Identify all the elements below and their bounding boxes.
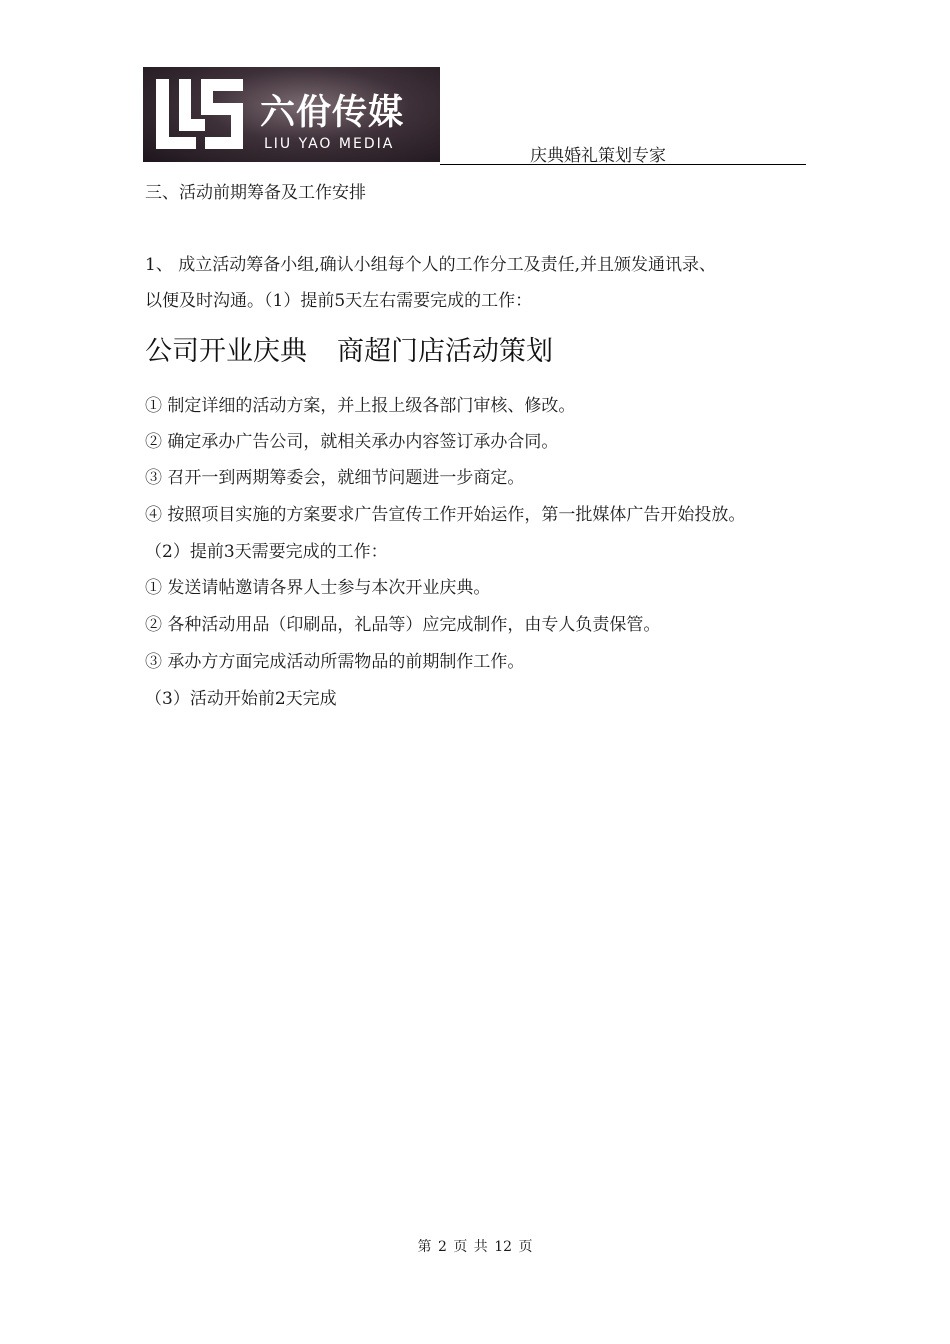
footer-total-pages: 12 [494, 1239, 513, 1255]
list-item: ① 发送请帖邀请各界人士参与本次开业庆典。 [145, 578, 491, 598]
footer-current-page: 2 [437, 1239, 447, 1255]
page-number-footer [0, 1237, 950, 1257]
list-item: ② 各种活动用品（印刷品，礼品等）应完成制作，由专人负责保管。 [145, 615, 661, 635]
footer-suffix: 页 [518, 1239, 533, 1255]
company-logo [143, 67, 440, 162]
title-part-1: 公司开业庆典 [145, 336, 307, 367]
logo-chinese-text: 六佾传媒 [260, 93, 405, 133]
subsection-heading: （3）活动开始前2天完成 [145, 689, 337, 709]
page-title [145, 334, 553, 370]
list-item: ① 制定详细的活动方案，并上报上级各部门审核、修改。 [145, 396, 576, 416]
list-item: ④ 按照项目实施的方案要求广告宣传工作开始运作，第一批媒体广告开始投放。 [145, 505, 746, 525]
header-divider [440, 164, 806, 165]
footer-page-word: 页 [453, 1239, 468, 1255]
list-item: ③ 召开一到两期筹委会，就细节问题进一步商定。 [145, 468, 525, 488]
footer-prefix: 第 [417, 1239, 432, 1255]
title-part-2: 商超门店活动策划 [337, 336, 553, 367]
header-tagline: 庆典婚礼策划专家 [530, 146, 666, 166]
intro-line-2: 以便及时沟通。（1）提前5天左右需要完成的工作： [145, 291, 533, 311]
section-heading: 三、活动前期筹备及工作安排 [145, 183, 366, 203]
list-item: ② 确定承办广告公司，就相关承办内容签订承办合同。 [145, 432, 559, 452]
list-item: ③ 承办方方面完成活动所需物品的前期制作工作。 [145, 652, 525, 672]
logo-english-text: LIU YAO MEDIA [264, 136, 395, 152]
footer-total-word: 共 [473, 1239, 488, 1255]
intro-line-1: 1、 成立活动筹备小组,确认小组每个人的工作分工及责任,并且颁发通讯录、 [145, 255, 717, 275]
subsection-heading: （2）提前3天需要完成的工作： [145, 542, 388, 562]
